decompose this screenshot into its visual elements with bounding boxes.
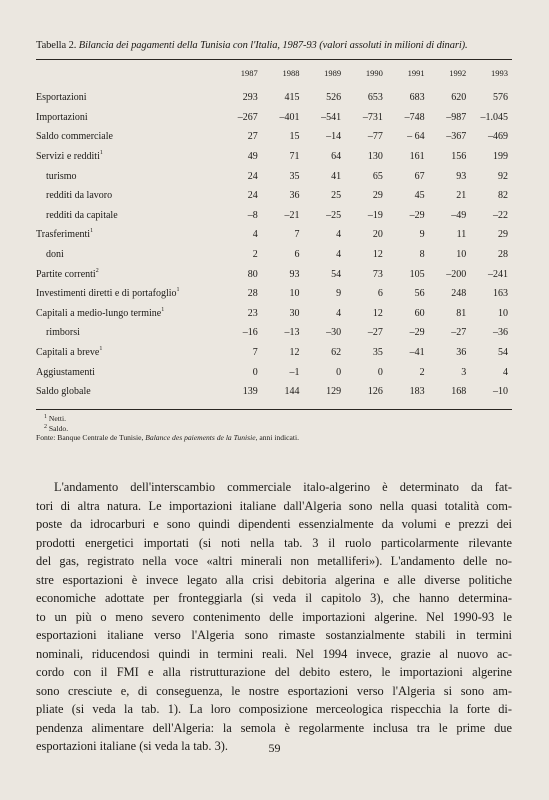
row-label-cell [36, 147, 220, 167]
value-cell: –27 [367, 327, 383, 339]
value-cell: 27 [247, 131, 258, 143]
value-cell: 9 [336, 288, 342, 300]
value-cell: 54 [331, 268, 342, 280]
table-bottom-rule [36, 409, 512, 410]
value-cell: 0 [252, 366, 258, 378]
note-2-text: Saldo. [48, 423, 69, 433]
value-cell: 6 [377, 288, 383, 300]
source-title: Balance des paiements de la Tunisie, [145, 433, 258, 443]
value-cell: 11 [456, 229, 467, 241]
value-cell: 2 [252, 249, 258, 261]
paragraph-line: del gas, registrato nella voce «altri minerali non metalliferi»). L'andamento delle no- [36, 554, 512, 568]
value-cell: 126 [367, 386, 383, 398]
header-year: 1990 [365, 68, 383, 78]
value-cell: 82 [498, 190, 508, 202]
row-label: redditi da lavoro [46, 190, 113, 202]
value-cell: 12 [372, 307, 383, 319]
value-cell: –1 [289, 366, 300, 378]
table-notes [36, 414, 299, 443]
header-year: 1991 [407, 68, 425, 78]
value-cell: 526 [326, 92, 342, 104]
row-label: Capitali a breve [36, 347, 100, 359]
table-row [36, 323, 512, 343]
value-cell: –401 [279, 111, 300, 123]
value-cell: 199 [493, 151, 508, 163]
source-prefix: Fonte: Banque Centrale de Tunisie, [36, 433, 144, 443]
table-row [36, 108, 512, 128]
row-label-cell [36, 264, 220, 284]
source-note [36, 433, 299, 443]
value-cell: 4 [336, 249, 342, 261]
paragraph-line: stre esportazioni è invece legato alla crisi debitoria algerina e alle diverse politiche [36, 572, 512, 587]
value-cell: – 64 [407, 131, 425, 143]
table-row [36, 186, 512, 206]
value-cell: –241 [488, 268, 508, 280]
value-cell: 10 [289, 288, 300, 300]
table-body [36, 88, 512, 402]
row-label-cell [36, 382, 220, 402]
value-cell: 4 [336, 307, 342, 319]
value-cell: 23 [247, 307, 258, 319]
paragraph-line: pliate (si veda la tab. 1). La loro composizione merceologica rispecchia la forte di- [36, 702, 512, 716]
value-cell: –36 [493, 327, 508, 339]
row-label: Servizi e redditi [36, 151, 100, 163]
value-cell: –22 [493, 209, 508, 221]
value-cell: –29 [409, 327, 425, 339]
table-row [36, 343, 512, 363]
footnote-mark: 1 [99, 346, 103, 353]
row-label: Aggiustamenti [36, 366, 95, 378]
source-suffix: anni indicati. [259, 433, 300, 443]
value-cell: 12 [289, 347, 300, 359]
paragraph-line: to un più o meno severo contenimento delle importazioni algerine. Nel 1990-93 le [36, 609, 512, 624]
table-row [36, 206, 512, 226]
table-caption [36, 40, 516, 51]
table-row [36, 264, 512, 284]
value-cell: –49 [451, 209, 467, 221]
value-cell: 130 [367, 151, 383, 163]
table-header-row [36, 68, 512, 88]
value-cell: 24 [247, 170, 258, 182]
value-cell: 8 [419, 249, 425, 261]
table-row [36, 88, 512, 108]
row-label: Trasferimenti [36, 229, 91, 241]
value-cell: 156 [451, 151, 467, 163]
paragraph-line: poste da idrocarburi e sono quindi dipendenti essenzialmente da volumi e prezzi dei [36, 517, 512, 531]
row-label: Investimenti diretti e di portafoglio [36, 288, 177, 300]
header-year: 1989 [324, 68, 342, 78]
value-cell: –29 [409, 209, 425, 221]
value-cell: 28 [498, 249, 508, 261]
header-year: 1992 [449, 68, 467, 78]
value-cell: 248 [451, 288, 467, 300]
row-label-cell [36, 88, 220, 108]
paragraph-line: nominali, riducendosi quindi in termini reali. Nel 1994 invece, grazie al nuovo ac- [36, 646, 512, 661]
table-row [36, 245, 512, 265]
paragraph-line: prodotti energetici importati (si noti nella tab. 3 il ruolo particolarmente rilevante [36, 535, 512, 550]
row-label-cell [36, 108, 220, 128]
value-cell: –469 [488, 131, 508, 143]
value-cell: 20 [372, 229, 383, 241]
header-label-cell [36, 68, 220, 88]
row-label-cell [36, 284, 220, 304]
value-cell: 41 [331, 170, 342, 182]
table-row [36, 382, 512, 402]
value-cell: 7 [252, 347, 258, 359]
value-cell: 92 [498, 170, 508, 182]
page-number: 59 [268, 741, 281, 755]
value-cell: 64 [331, 151, 342, 163]
row-label: Saldo globale [36, 386, 91, 398]
value-cell: 6 [294, 249, 300, 261]
value-cell: 45 [414, 190, 425, 202]
value-cell: 4 [252, 229, 258, 241]
value-cell: 168 [451, 386, 467, 398]
value-cell: 10 [498, 307, 508, 319]
row-label-cell [36, 206, 220, 226]
row-label: Saldo commerciale [36, 131, 113, 143]
row-label: redditi da capitale [46, 209, 118, 221]
value-cell: 67 [414, 170, 425, 182]
table-row [36, 362, 512, 382]
value-cell: 139 [242, 386, 258, 398]
value-cell: 415 [284, 92, 300, 104]
header-year: 1988 [282, 68, 300, 78]
value-cell: 12 [372, 249, 383, 261]
paragraph-line: cordo con il FMI e alla ristrutturazione del debito estero, le importazioni algerine [36, 665, 512, 679]
value-cell: 0 [377, 366, 383, 378]
value-cell: 60 [414, 307, 425, 319]
value-cell: –30 [326, 327, 342, 339]
paragraph-line: sono cresciute e, di conseguenza, le nostre esportazioni verso l'Algeria si sono am- [36, 683, 512, 698]
row-label: Capitali a medio-lungo termine [36, 307, 162, 319]
value-cell: 49 [247, 151, 258, 163]
row-label-cell [36, 245, 220, 265]
value-cell: –21 [284, 209, 300, 221]
value-cell: 15 [289, 131, 300, 143]
value-cell: –1.045 [480, 111, 508, 123]
value-cell: 65 [372, 170, 383, 182]
value-cell: –200 [446, 268, 467, 280]
table-row [36, 304, 512, 324]
value-cell: –27 [451, 327, 467, 339]
table-row [36, 127, 512, 147]
value-cell: 62 [331, 347, 342, 359]
value-cell: 0 [336, 366, 342, 378]
value-cell: 93 [289, 268, 300, 280]
value-cell: 71 [289, 151, 300, 163]
row-label-cell [36, 362, 220, 382]
row-label-cell [36, 225, 220, 245]
table-row [36, 147, 512, 167]
value-cell: 73 [372, 268, 383, 280]
value-cell: –77 [367, 131, 383, 143]
note-1-mark: 1 [44, 414, 47, 420]
value-cell: –731 [362, 111, 383, 123]
value-cell: 24 [247, 190, 258, 202]
value-cell: –19 [367, 209, 383, 221]
row-label: rimborsi [46, 327, 80, 339]
value-cell: 293 [242, 92, 258, 104]
row-label: doni [46, 249, 64, 261]
value-cell: 35 [372, 347, 383, 359]
row-label: Partite correnti [36, 268, 96, 280]
body-paragraph [36, 478, 512, 756]
paragraph-line: esportazioni italiane (si veda la tab. 3). [36, 739, 228, 753]
value-cell: –541 [321, 111, 342, 123]
footnote-mark: 1 [99, 150, 103, 157]
value-cell: 29 [498, 229, 508, 241]
note-2-mark: 2 [44, 423, 47, 430]
value-cell: 4 [503, 366, 508, 378]
value-cell: 7 [294, 229, 300, 241]
row-label-cell [36, 304, 220, 324]
row-label-cell [36, 343, 220, 363]
value-cell: –10 [493, 386, 508, 398]
paragraph-line: pendenza alimentare dell'Algeria: la semola è regolarmente inclusa tra le prime due [36, 720, 512, 735]
value-cell: 129 [326, 386, 342, 398]
value-cell: 144 [284, 386, 300, 398]
value-cell: –8 [247, 209, 258, 221]
value-cell: 2 [419, 366, 425, 378]
value-cell: 105 [409, 268, 425, 280]
value-cell: 36 [289, 190, 300, 202]
row-label-cell [36, 166, 220, 186]
value-cell: 576 [493, 92, 508, 104]
header-year: 1993 [491, 68, 508, 78]
value-cell: 3 [461, 366, 467, 378]
value-cell: –748 [404, 111, 425, 123]
paragraph-line: L'andamento dell'interscambio commerciale italo-algerino è determinato da fat- [54, 480, 512, 494]
row-label: Esportazioni [36, 92, 87, 104]
note-2 [36, 424, 299, 434]
note-1 [36, 414, 299, 424]
value-cell: 30 [289, 307, 300, 319]
value-cell: –16 [242, 327, 258, 339]
table-row [36, 284, 512, 304]
value-cell: 620 [451, 92, 467, 104]
value-cell: 80 [247, 268, 258, 280]
value-cell: 93 [456, 170, 467, 182]
footnote-mark: 1 [90, 228, 94, 235]
value-cell: 28 [247, 288, 258, 300]
value-cell: –41 [409, 347, 425, 359]
value-cell: 10 [456, 249, 467, 261]
value-cell: 683 [409, 92, 425, 104]
footnote-mark: 1 [176, 287, 180, 294]
value-cell: –14 [326, 131, 342, 143]
value-cell: 29 [372, 190, 383, 202]
value-cell: 36 [456, 347, 467, 359]
balance-of-payments-table [36, 68, 512, 402]
value-cell: 21 [456, 190, 467, 202]
row-label-cell [36, 323, 220, 343]
value-cell: 163 [493, 288, 508, 300]
value-cell: 9 [419, 229, 425, 241]
value-cell: –267 [237, 111, 258, 123]
value-cell: 4 [336, 229, 342, 241]
paragraph-line: tori di altra natura. Le importazioni italiane dall'Algeria sono nella quasi totalità com- [36, 498, 512, 513]
row-label-cell [36, 186, 220, 206]
value-cell: 161 [409, 151, 425, 163]
paragraph-line: economiche adottate per fronteggiarla (si veda il capitolo 3), che hanno determina- [36, 591, 512, 605]
value-cell: 56 [414, 288, 425, 300]
table-row [36, 225, 512, 245]
paragraph-line: esportazioni italiane verso l'Algeria sono rimaste sostanzialmente stabili in termini [36, 628, 512, 642]
row-label: turismo [46, 170, 77, 182]
footnote-mark: 2 [95, 267, 99, 274]
row-label: Importazioni [36, 111, 88, 123]
value-cell: 81 [456, 307, 467, 319]
value-cell: –987 [446, 111, 467, 123]
note-1-text: Netti. [48, 414, 66, 423]
value-cell: –367 [446, 131, 467, 143]
header-year: 1987 [240, 68, 258, 78]
table-row [36, 166, 512, 186]
value-cell: 54 [498, 347, 508, 359]
value-cell: 35 [289, 170, 300, 182]
row-label-cell [36, 127, 220, 147]
table-top-rule [36, 59, 512, 60]
value-cell: 183 [409, 386, 425, 398]
footnote-mark: 1 [161, 306, 165, 313]
value-cell: 653 [367, 92, 383, 104]
value-cell: –13 [284, 327, 300, 339]
caption-title: Bilancia dei pagamenti della Tunisia con l'Italia, 1987-93 (valori assoluti in milioni di dinari). [78, 40, 468, 51]
value-cell: –25 [326, 209, 342, 221]
value-cell: 25 [331, 190, 342, 202]
caption-prefix: Tabella 2. [36, 40, 77, 51]
